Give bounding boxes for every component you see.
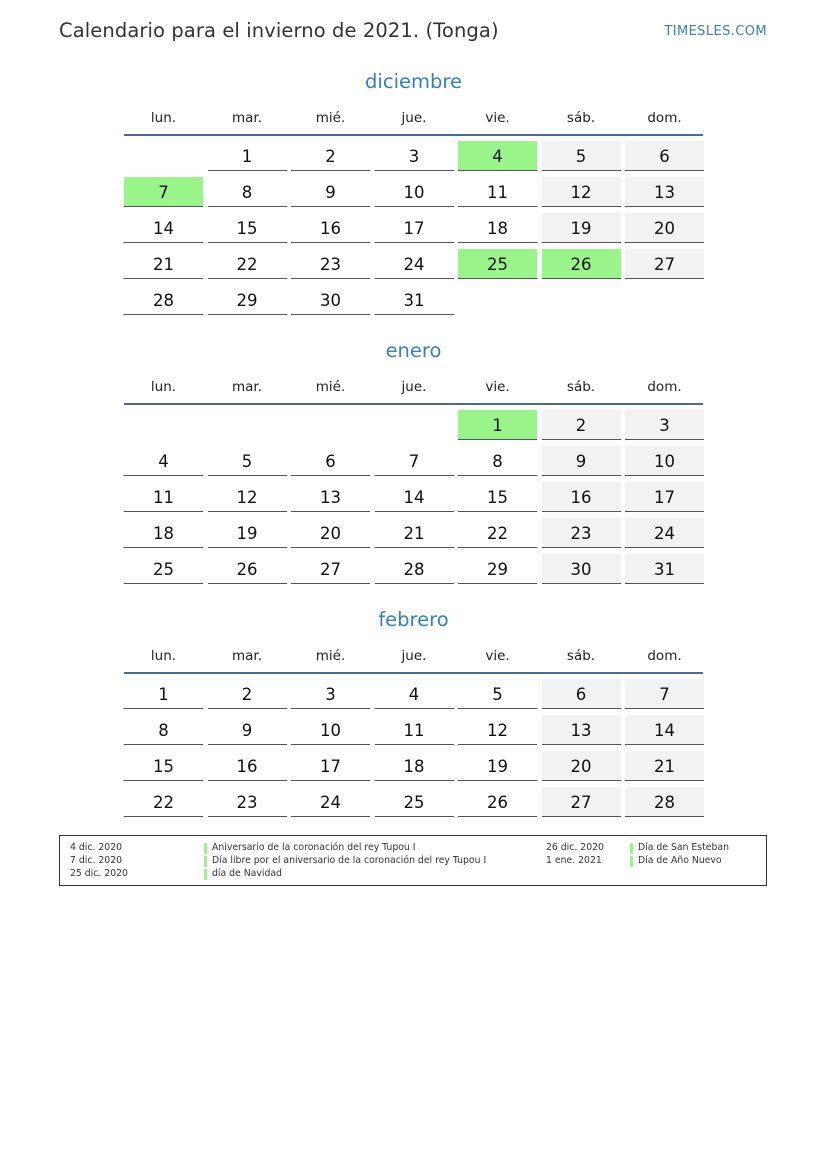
day-cell: 13 xyxy=(291,482,370,512)
day-cell: 9 xyxy=(291,177,370,207)
day-cell: 2 xyxy=(291,141,370,171)
weekday-label: vie. xyxy=(485,379,510,395)
weekday-label: dom. xyxy=(647,110,682,126)
day-cell: 27 xyxy=(625,249,704,279)
day-cell: 28 xyxy=(124,285,203,315)
day-cell: 5 xyxy=(542,141,621,171)
header-divider xyxy=(124,403,703,405)
legend-holiday-name: Aniversario de la coronación del rey Tupou I xyxy=(212,842,416,853)
day-cell: 12 xyxy=(208,482,287,512)
day-cell: 23 xyxy=(208,787,287,817)
day-cell: 8 xyxy=(458,446,537,476)
day-cell: 27 xyxy=(542,787,621,817)
day-cell: 26 xyxy=(458,787,537,817)
day-cell: 21 xyxy=(625,751,704,781)
day-cell: 16 xyxy=(208,751,287,781)
weekday-label: vie. xyxy=(485,648,510,664)
day-cell: 15 xyxy=(458,482,537,512)
legend-holiday-name: Día de Año Nuevo xyxy=(638,855,722,866)
day-cell: 28 xyxy=(625,787,704,817)
header-divider xyxy=(124,672,703,674)
legend-date: 26 dic. 2020 xyxy=(546,842,604,853)
day-cell: 23 xyxy=(291,249,370,279)
weekday-label: vie. xyxy=(485,110,510,126)
day-cell: 27 xyxy=(291,554,370,584)
day-cell: 5 xyxy=(208,446,287,476)
day-cell: 2 xyxy=(208,679,287,709)
day-cell: 19 xyxy=(542,213,621,243)
day-cell: 18 xyxy=(375,751,454,781)
day-cell: 8 xyxy=(208,177,287,207)
day-cell: 22 xyxy=(208,249,287,279)
day-cell: 7 xyxy=(625,679,704,709)
weekday-label: jue. xyxy=(401,379,427,395)
day-cell: 7 xyxy=(375,446,454,476)
page-title: Calendario para el invierno de 2021. (Tonga) xyxy=(59,19,499,42)
legend-holiday-name: día de Navidad xyxy=(212,868,282,879)
day-cell: 19 xyxy=(208,518,287,548)
day-cell: 29 xyxy=(208,285,287,315)
day-cell: 31 xyxy=(625,554,704,584)
day-cell: 3 xyxy=(375,141,454,171)
weekday-header-row xyxy=(124,110,703,130)
legend-holiday-name: Día de San Esteban xyxy=(638,842,729,853)
day-cell: 11 xyxy=(375,715,454,745)
holiday-color-marker xyxy=(630,843,633,854)
day-cell: 20 xyxy=(542,751,621,781)
weekday-header-row xyxy=(124,379,703,399)
weekday-label: mar. xyxy=(231,648,263,664)
legend-date: 25 dic. 2020 xyxy=(70,868,128,879)
day-cell: 15 xyxy=(124,751,203,781)
day-cell: 2 xyxy=(542,410,621,440)
day-cell: 16 xyxy=(542,482,621,512)
holiday-day-cell: 26 xyxy=(542,249,621,279)
holiday-color-marker xyxy=(630,856,633,867)
day-cell: 10 xyxy=(291,715,370,745)
holiday-color-marker xyxy=(204,843,207,854)
weekday-label: mié. xyxy=(315,648,346,664)
header-divider xyxy=(124,134,703,136)
day-cell: 30 xyxy=(291,285,370,315)
legend-date: 1 ene. 2021 xyxy=(546,855,602,866)
day-cell: 22 xyxy=(458,518,537,548)
weekday-label: jue. xyxy=(401,110,427,126)
weekday-label: dom. xyxy=(647,379,682,395)
holiday-day-cell: 7 xyxy=(124,177,203,207)
month-title: diciembre xyxy=(365,70,462,93)
weekday-label: sáb. xyxy=(566,110,596,126)
day-cell: 25 xyxy=(375,787,454,817)
weekday-label: mar. xyxy=(231,110,263,126)
day-cell: 21 xyxy=(124,249,203,279)
day-cell: 13 xyxy=(542,715,621,745)
legend-holiday-name: Día libre por el aniversario de la coronación del rey Tupou I xyxy=(212,855,487,866)
day-cell: 4 xyxy=(375,679,454,709)
day-cell: 14 xyxy=(625,715,704,745)
day-cell: 3 xyxy=(291,679,370,709)
weekday-label: sáb. xyxy=(566,379,596,395)
day-cell: 3 xyxy=(625,410,704,440)
holiday-day-cell: 4 xyxy=(458,141,537,171)
day-cell: 6 xyxy=(542,679,621,709)
weekday-label: lun. xyxy=(150,110,177,126)
weekday-label: mié. xyxy=(315,110,346,126)
holiday-day-cell: 1 xyxy=(458,410,537,440)
day-cell: 4 xyxy=(124,446,203,476)
day-cell: 11 xyxy=(124,482,203,512)
day-cell: 26 xyxy=(208,554,287,584)
day-cell: 18 xyxy=(458,213,537,243)
day-cell: 13 xyxy=(625,177,704,207)
day-cell: 16 xyxy=(291,213,370,243)
weekday-label: mié. xyxy=(315,379,346,395)
day-cell: 5 xyxy=(458,679,537,709)
day-cell: 23 xyxy=(542,518,621,548)
day-cell: 19 xyxy=(458,751,537,781)
day-cell: 24 xyxy=(291,787,370,817)
day-cell: 14 xyxy=(124,213,203,243)
day-cell: 15 xyxy=(208,213,287,243)
day-cell: 9 xyxy=(542,446,621,476)
day-cell: 20 xyxy=(291,518,370,548)
day-cell: 8 xyxy=(124,715,203,745)
day-cell: 12 xyxy=(458,715,537,745)
legend-date: 4 dic. 2020 xyxy=(70,842,123,853)
site-logo[interactable]: TIMESLES.COM xyxy=(664,24,767,39)
day-cell: 25 xyxy=(124,554,203,584)
weekday-label: mar. xyxy=(231,379,263,395)
weekday-label: sáb. xyxy=(566,648,596,664)
weekday-label: lun. xyxy=(150,379,177,395)
holiday-color-marker xyxy=(204,869,207,880)
day-cell: 12 xyxy=(542,177,621,207)
day-cell: 17 xyxy=(375,213,454,243)
day-cell: 1 xyxy=(124,679,203,709)
day-cell: 9 xyxy=(208,715,287,745)
day-cell: 29 xyxy=(458,554,537,584)
day-cell: 17 xyxy=(291,751,370,781)
day-cell: 17 xyxy=(625,482,704,512)
weekday-header-row xyxy=(124,648,703,668)
day-cell: 24 xyxy=(625,518,704,548)
day-cell: 18 xyxy=(124,518,203,548)
day-cell: 30 xyxy=(542,554,621,584)
holiday-color-marker xyxy=(204,856,207,867)
day-cell: 10 xyxy=(625,446,704,476)
month-title: enero xyxy=(385,339,442,362)
month-title: febrero xyxy=(378,608,449,631)
holiday-legend xyxy=(59,835,767,886)
weekday-label: lun. xyxy=(150,648,177,664)
day-cell: 14 xyxy=(375,482,454,512)
weekday-label: jue. xyxy=(401,648,427,664)
day-cell: 22 xyxy=(124,787,203,817)
day-cell: 1 xyxy=(208,141,287,171)
day-cell: 10 xyxy=(375,177,454,207)
day-cell: 11 xyxy=(458,177,537,207)
day-cell: 20 xyxy=(625,213,704,243)
day-cell: 6 xyxy=(625,141,704,171)
legend-date: 7 dic. 2020 xyxy=(70,855,123,866)
day-cell: 31 xyxy=(375,285,454,315)
holiday-day-cell: 25 xyxy=(458,249,537,279)
day-cell: 28 xyxy=(375,554,454,584)
day-cell: 21 xyxy=(375,518,454,548)
day-cell: 6 xyxy=(291,446,370,476)
day-cell: 24 xyxy=(375,249,454,279)
weekday-label: dom. xyxy=(647,648,682,664)
